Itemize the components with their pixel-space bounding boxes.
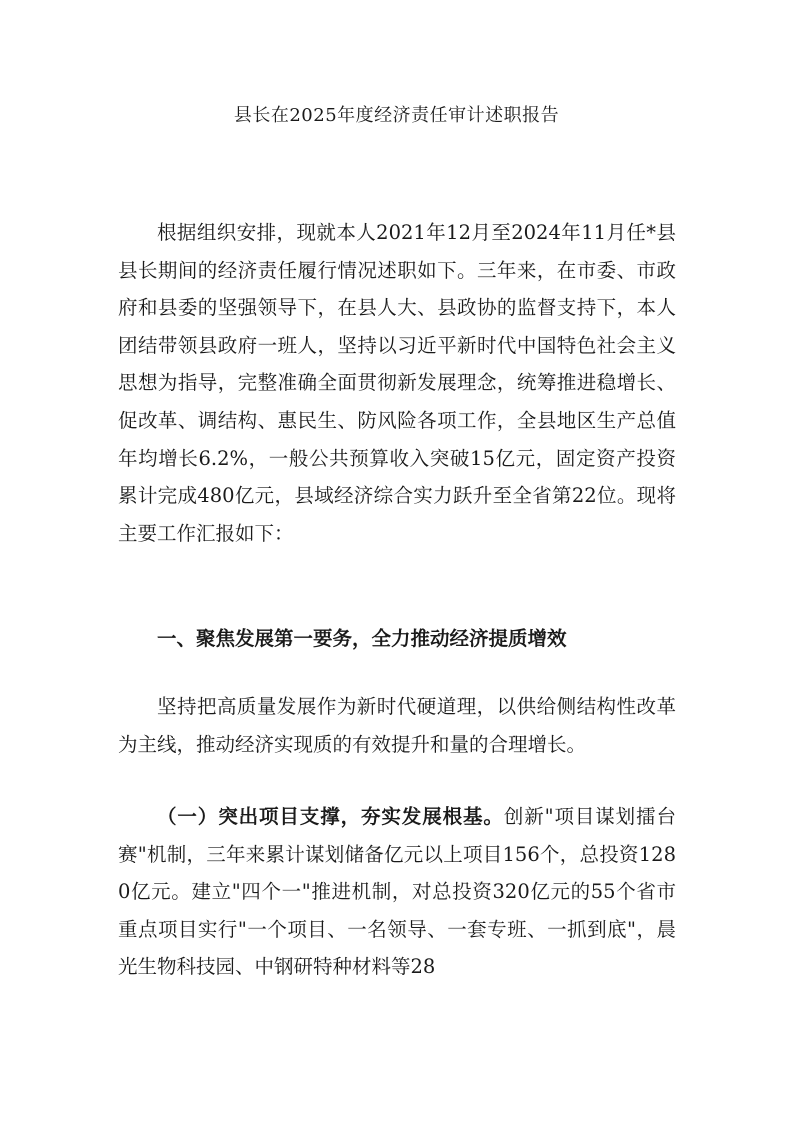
document-title: 县长在2025年度经济责任审计述职报告	[233, 105, 560, 126]
intro-paragraph: 根据组织安排，现就本人2021年12月至2024年11月任*县县长期间的经济责任履行情况述职如下。三年来，在市委、市政府和县委的坚强领导下，在县人大、县政协的监督支持下，本人团结带领县政府一班人，坚持以习近平新时代中国特色社会主义思想为指导，完整准确全面贯彻新发展理念，统筹推进稳增长、促改革、调结构、惠民生、防风险各项工作，全县地区生产总值年均增长6.2%，一般公共预算收入突破15亿元，固定资产投资累计完成480亿元，县域经济综合实力跃升至全省第22位。现将主要工作汇报如下：	[118, 221, 676, 545]
subsection-1-body: 创新"项目谋划擂台赛"机制，三年来累计谋划储备亿元以上项目156个，总投资1280亿元。建立"四个一"推进机制，对总投资320亿元的55个省市重点项目实行"一个项目、一名领导、一套专班、一抓到底"，晨光生物科技园、中钢研特种材料等28	[118, 805, 676, 979]
subsection-1-paragraph	[118, 798, 676, 986]
subsection-1-lead: （一）突出项目支撑，夯实发展根基。	[157, 805, 504, 828]
section-1-paragraph: 坚持把高质量发展作为新时代硬道理，以供给侧结构性改革为主线，推动经济实现质的有效提升和量的合理增长。	[118, 695, 676, 756]
section-heading-1: 一、聚焦发展第一要务，全力推动经济提质增效	[157, 627, 567, 650]
